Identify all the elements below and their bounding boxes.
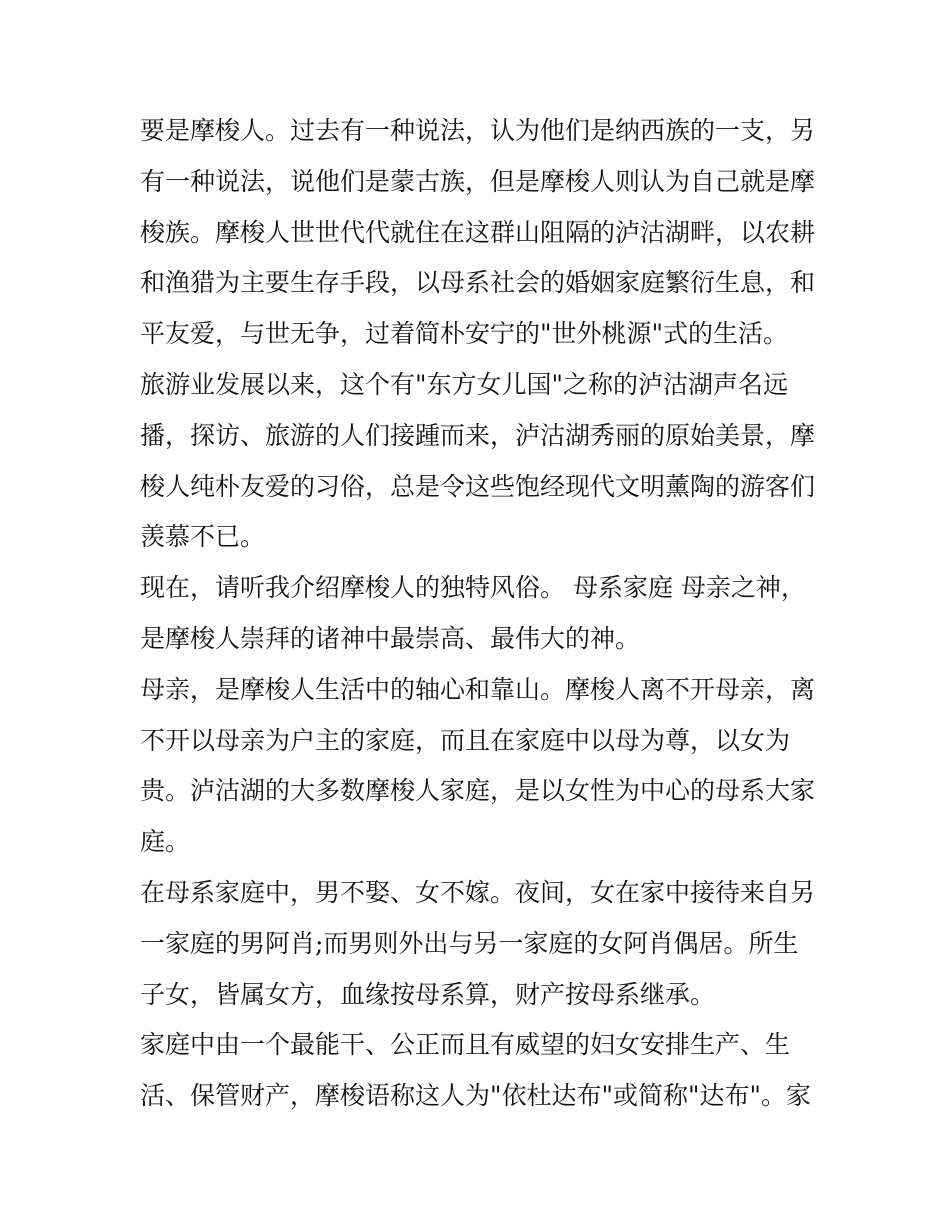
text-line: 不开以母亲为户主的家庭，而且在家庭中以母为尊，以女为 xyxy=(140,725,791,755)
text-line: 旅游业发展以来，这个有"东方女儿国"之称的泸沽湖声名远 xyxy=(140,369,789,399)
text-line: 家庭中由一个最能干、公正而且有威望的妇女安排生产、生 xyxy=(140,1030,791,1060)
text-line: 庭。 xyxy=(140,827,191,857)
text-line: 要是摩梭人。过去有一种说法，认为他们是纳西族的一支，另 xyxy=(140,116,815,145)
text-line: 和渔猎为主要生存手段，以母系社会的婚姻家庭繁衍生息，和 xyxy=(140,268,815,298)
text-line: 平友爱，与世无争，过着简朴安宁的"世外桃源"式的生活。 xyxy=(140,319,789,349)
text-line: 羡慕不已。 xyxy=(140,522,266,552)
text-line: 贵。泸沽湖的大多数摩梭人家庭，是以女性为中心的母系大家 xyxy=(140,776,815,806)
text-line: 母亲，是摩梭人生活中的轴心和靠山。摩梭人离不开母亲，离 xyxy=(140,674,815,704)
text-line: 梭族。摩梭人世世代代就住在这群山阻隔的泸沽湖畔，以农耕 xyxy=(140,217,815,247)
text-line: 有一种说法，说他们是蒙古族，但是摩梭人则认为自己就是摩 xyxy=(140,166,815,196)
text-line: 现在，请听我介绍摩梭人的独特风俗。 母系家庭 母亲之神， xyxy=(140,573,806,603)
text-line: 一家庭的男阿肖;而男则外出与另一家庭的女阿肖偶居。所生 xyxy=(140,928,799,958)
body-text xyxy=(140,106,815,1122)
text-line: 活、保管财产，摩梭语称这人为"依杜达布"或简称"达布"。家 xyxy=(140,1081,811,1111)
text-line: 播，探访、旅游的人们接踵而来，泸沽湖秀丽的原始美景，摩 xyxy=(140,420,815,450)
text-line: 子女，皆属女方，血缘按母系算，财产按母系继承。 xyxy=(140,979,716,1009)
text-line: 在母系家庭中，男不娶、女不嫁。夜间，女在家中接待来自另 xyxy=(140,877,815,907)
text-line: 是摩梭人崇拜的诸神中最崇高、最伟大的神。 xyxy=(140,623,641,653)
text-line: 梭人纯朴友爱的习俗，总是令这些饱经现代文明薰陶的游客们 xyxy=(140,471,815,501)
